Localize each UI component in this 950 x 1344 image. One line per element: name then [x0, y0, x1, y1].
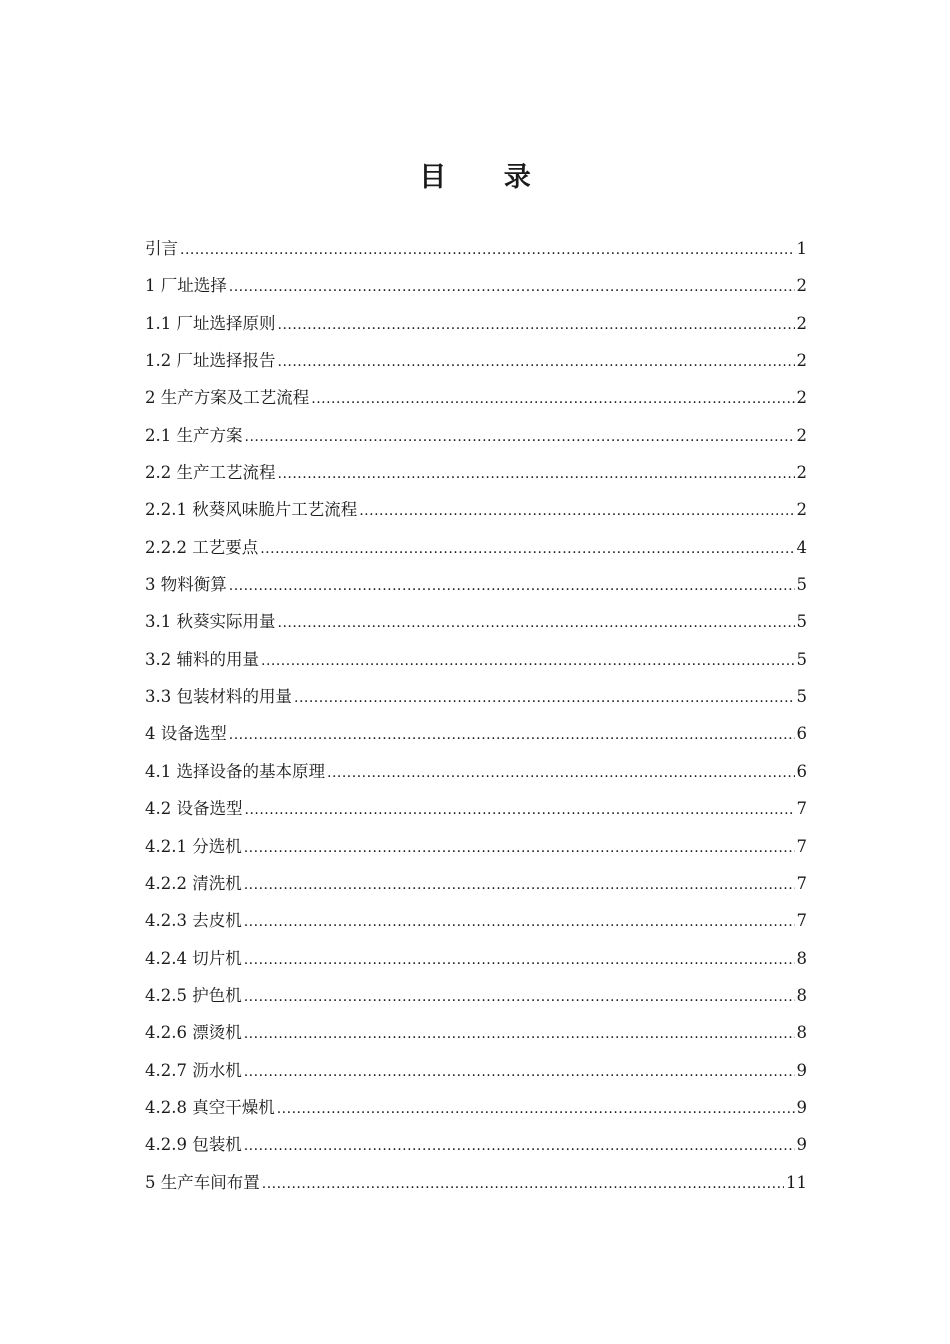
toc-entry-page-number: 6: [796, 761, 807, 781]
toc-entry[interactable]: [145, 678, 807, 715]
toc-dot-leader: [244, 1126, 795, 1163]
toc-entry[interactable]: [145, 1126, 807, 1163]
toc-dot-leader: [229, 566, 795, 603]
toc-entry[interactable]: [145, 902, 807, 939]
toc-entry-label: 4 设备选型: [145, 724, 227, 744]
toc-entry-page-number: 5: [796, 649, 807, 669]
toc-dot-leader: [244, 940, 795, 977]
toc-entry-label: 3.1 秋葵实际用量: [145, 612, 276, 632]
toc-entry-page-number: 9: [796, 1060, 807, 1080]
toc-entry-label: 4.2.5 护色机: [145, 985, 242, 1005]
toc-entry-page-number: 2: [796, 425, 807, 445]
toc-entry-page-number: 6: [796, 724, 807, 744]
toc-entry-label: 1 厂址选择: [145, 276, 227, 296]
toc-entry-label: 4.2.3 去皮机: [145, 911, 242, 931]
toc-dot-leader: [278, 603, 795, 640]
toc-entry[interactable]: [145, 566, 807, 603]
toc-entry-label: 2.2 生产工艺流程: [145, 463, 276, 483]
toc-entry-page-number: 9: [796, 1135, 807, 1155]
toc-dot-leader: [244, 902, 795, 939]
toc-entry-label: 4.2.2 清洗机: [145, 873, 242, 893]
toc-entry[interactable]: [145, 715, 807, 752]
toc-entry[interactable]: [145, 1014, 807, 1051]
toc-dot-leader: [278, 454, 795, 491]
toc-entry-page-number: 7: [796, 799, 807, 819]
toc-entry-label: 4.2.9 包装机: [145, 1135, 242, 1155]
toc-entry[interactable]: [145, 417, 807, 454]
toc-entry[interactable]: [145, 305, 807, 342]
toc-entry-page-number: 2: [796, 313, 807, 333]
toc-entry-page-number: 11: [786, 1172, 807, 1192]
toc-entry-page-number: 7: [796, 873, 807, 893]
toc-dot-leader: [244, 1052, 795, 1089]
toc-entry[interactable]: [145, 1164, 807, 1201]
toc-entry-page-number: 2: [796, 351, 807, 371]
toc-entry-page-number: 7: [796, 836, 807, 856]
toc-entry[interactable]: [145, 865, 807, 902]
toc-entry[interactable]: [145, 529, 807, 566]
toc-entry[interactable]: [145, 790, 807, 827]
toc-entry-page-number: 8: [796, 1023, 807, 1043]
toc-dot-leader: [229, 267, 795, 304]
toc-entry-label: 4.2.7 沥水机: [145, 1060, 242, 1080]
toc-dot-leader: [244, 1014, 795, 1051]
toc-entry[interactable]: [145, 828, 807, 865]
toc-entry[interactable]: [145, 940, 807, 977]
toc-entry-page-number: 8: [796, 948, 807, 968]
toc-entry-label: 1.2 厂址选择报告: [145, 351, 276, 371]
toc-dot-leader: [278, 342, 795, 379]
toc-entry[interactable]: [145, 1052, 807, 1089]
toc-entry-label: 3.2 辅料的用量: [145, 649, 259, 669]
toc-dot-leader: [245, 417, 795, 454]
toc-entry[interactable]: [145, 267, 807, 304]
toc-entry-label: 4.2 设备选型: [145, 799, 243, 819]
toc-entry-label: 4.1 选择设备的基本原理: [145, 761, 325, 781]
toc-dot-leader: [277, 1089, 795, 1126]
toc-entry-label: 3.3 包装材料的用量: [145, 687, 292, 707]
toc-entry-page-number: 8: [796, 985, 807, 1005]
toc-dot-leader: [244, 865, 795, 902]
toc-entry-page-number: 2: [796, 500, 807, 520]
toc-entry[interactable]: [145, 641, 807, 678]
toc-entry[interactable]: [145, 454, 807, 491]
toc-entry[interactable]: [145, 753, 807, 790]
toc-dot-leader: [244, 828, 795, 865]
toc-dot-leader: [229, 715, 795, 752]
toc-entry-label: 5 生产车间布置: [145, 1172, 260, 1192]
page-title: 目 录: [419, 162, 555, 193]
toc-entry-page-number: 5: [796, 575, 807, 595]
toc-dot-leader: [294, 678, 795, 715]
toc-entry[interactable]: [145, 1089, 807, 1126]
toc-entry[interactable]: [145, 491, 807, 528]
toc-dot-leader: [278, 305, 795, 342]
toc-dot-leader: [244, 977, 795, 1014]
toc-entry-label: 4.2.4 切片机: [145, 948, 242, 968]
toc-entry-label: 4.2.8 真空干燥机: [145, 1097, 275, 1117]
toc-dot-leader: [245, 790, 795, 827]
toc-entry[interactable]: [145, 379, 807, 416]
table-of-contents: [145, 230, 807, 1201]
toc-entry-label: 引言: [145, 239, 178, 258]
toc-entry-page-number: 1: [796, 239, 807, 258]
toc-entry-page-number: 2: [796, 463, 807, 483]
toc-entry-label: 1.1 厂址选择原则: [145, 313, 276, 333]
toc-dot-leader: [359, 491, 794, 528]
toc-entry-label: 2.2.1 秋葵风味脆片工艺流程: [145, 500, 358, 520]
toc-entry-label: 4.2.1 分选机: [145, 836, 242, 856]
toc-dot-leader: [327, 753, 795, 790]
toc-entry-page-number: 4: [796, 537, 807, 557]
toc-entry-label: 3 物料衡算: [145, 575, 227, 595]
toc-entry-page-number: 7: [796, 911, 807, 931]
toc-dot-leader: [180, 230, 795, 267]
toc-dot-leader: [262, 1164, 784, 1201]
toc-entry[interactable]: [145, 342, 807, 379]
toc-entry[interactable]: [145, 977, 807, 1014]
toc-dot-leader: [261, 641, 795, 678]
toc-entry-page-number: 5: [796, 612, 807, 632]
toc-dot-leader: [311, 379, 794, 416]
toc-entry-page-number: 2: [796, 388, 807, 408]
toc-entry-label: 2 生产方案及工艺流程: [145, 388, 310, 408]
toc-entry[interactable]: [145, 603, 807, 640]
toc-entry-page-number: 9: [796, 1097, 807, 1117]
toc-dot-leader: [260, 529, 794, 566]
toc-entry-label: 4.2.6 漂烫机: [145, 1023, 242, 1043]
toc-entry-label: 2.2.2 工艺要点: [145, 537, 259, 557]
toc-entry-page-number: 2: [796, 276, 807, 296]
toc-entry-page-number: 5: [796, 687, 807, 707]
toc-entry-label: 2.1 生产方案: [145, 425, 243, 445]
toc-entry[interactable]: [145, 230, 807, 267]
